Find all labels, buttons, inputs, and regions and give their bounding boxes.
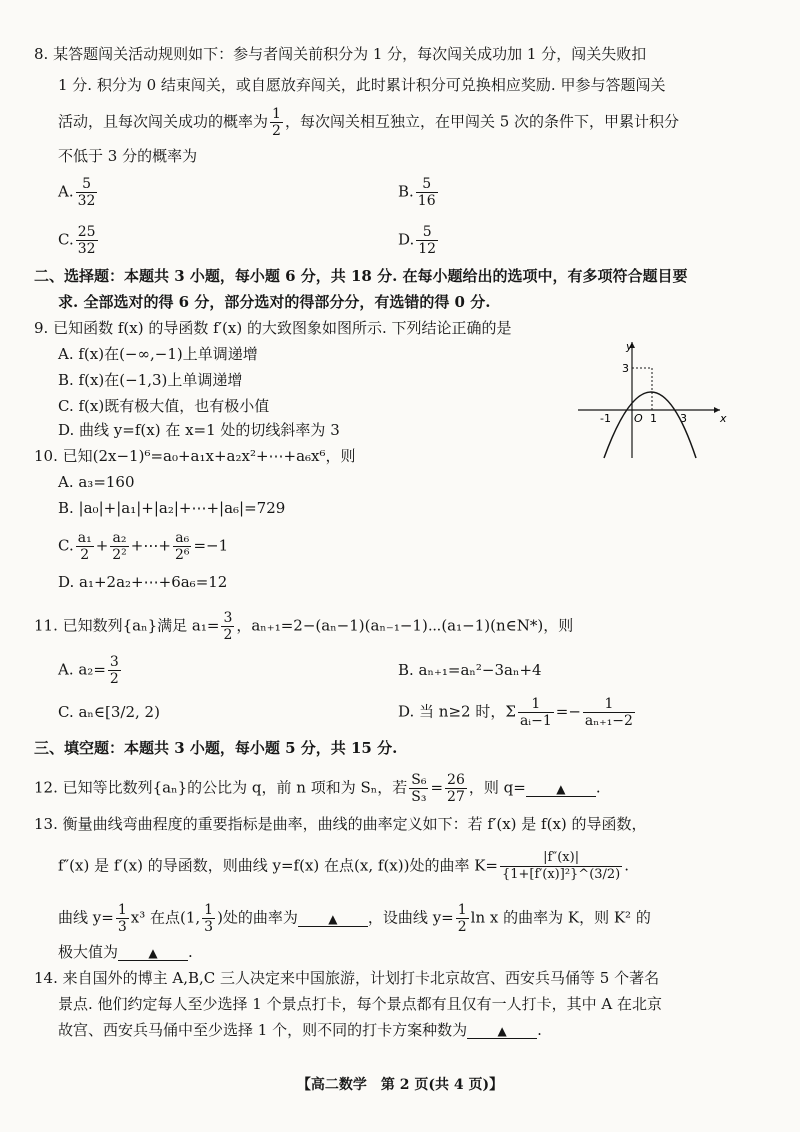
parabola-curve — [604, 392, 696, 458]
prob-fraction: $\frac{1}{2}$ — [272, 106, 281, 139]
q13-curvature-blank[interactable]: ▲ — [298, 912, 368, 927]
section2-heading-cont: 求. 全部选对的得 6 分，部分选对的得部分分，有选错的得 0 分. — [58, 293, 491, 311]
q13-line2: f″(x) 是 f′(x) 的导函数，则曲线 y=f(x) 在点(x, f(x))处的曲率 K= $\frac{|f''(x)|}{\text{\{1+[f′(x)]²\}\textasciicircum{}(3/2)}}$ . — [58, 850, 630, 882]
q9-option-a: A. f(x)在(−∞,−1)上单调递增 — [58, 345, 258, 363]
q14-answer-blank[interactable]: ▲ — [467, 1024, 537, 1039]
q8-line1: 8. 某答题闯关活动规则如下：参与者闯关前积分为 1 分，每次闯关成功加 1 分，闯关失败扣 — [34, 45, 647, 63]
q14-line1: 14. 来自国外的博主 A,B,C 三人决定来中国旅游，计划打卡北京故宫、西安兵马俑等 5 个著名 — [34, 969, 660, 987]
page-footer: 【高二数学 第 2 页(共 4 页)】 — [296, 1077, 504, 1093]
q14-line2: 景点. 他们约定每人至少选择 1 个景点打卡，每个景点都有且仅有一人打卡，其中 A 在北京 — [58, 995, 662, 1013]
q13-line3: 曲线 y= $\frac{1}{3}$ x³ 在点(1, $\frac{1}{3}$ )处的曲率为 ▲ ，设曲线 y= $\frac{1}{2}$ ln x 的曲率为 K，则 K² 的 — [58, 902, 651, 935]
q11-option-d: D. 当 n≥2 时，Σ $\frac{1}{\text{aᵢ−1}}$ =− $\frac{1}{\text{aₙ₊₁−2}}$ — [398, 696, 633, 729]
q11-option-b: B. aₙ₊₁=aₙ²−3aₙ+4 — [398, 661, 542, 679]
q11-option-a: A. a₂= $\frac{3}{2}$ — [58, 654, 119, 687]
q11-stem: 11. 已知数列{aₙ}满足 a₁= $\frac{3}{2}$ ，aₙ₊₁=2−(aₙ−1)(aₙ₋₁−1)⋯(a₁−1)(n∈N*)，则 — [34, 610, 574, 643]
q13-line1: 13. 衡量曲线弯曲程度的重要指标是曲率，曲线的曲率定义如下：若 f′(x) 是 f(x) 的导函数， — [34, 815, 647, 833]
tick-3: 3 — [680, 412, 687, 425]
q9-option-d: D. 曲线 y=f(x) 在 x=1 处的切线斜率为 3 — [58, 421, 340, 439]
tick-neg1: -1 — [600, 412, 611, 425]
q8-option-d: D. $\frac{5}{12}$ — [398, 224, 437, 257]
y-label: y — [626, 340, 633, 353]
q13-line4: 极大值为 ▲ . — [58, 943, 193, 961]
q11-option-c: C. aₙ∈[3/2, 2) — [58, 703, 160, 721]
q10-option-d: D. a₁+2a₂+⋯+6a₆=12 — [58, 573, 228, 591]
q13-max-blank[interactable]: ▲ — [118, 946, 188, 961]
x-label: x — [720, 412, 727, 425]
q9-option-b: B. f(x)在(−1,3)上单调递增 — [58, 371, 243, 389]
section3-heading: 三、填空题：本题共 3 小题，每小题 5 分，共 15 分. — [34, 739, 398, 757]
q12-line: 12. 已知等比数列{aₙ}的公比为 q，前 n 项和为 Sₙ，若 $\frac{\text{S₆}}{\text{S₃}}$ = $\frac{26}{27}$ ，则 q= ▲ . — [34, 772, 601, 805]
q8-line4: 不低于 3 分的概率为 — [58, 147, 198, 165]
q12-answer-blank[interactable]: ▲ — [526, 782, 596, 797]
q8-option-c: C. $\frac{25}{32}$ — [58, 224, 96, 257]
q8-line3: 活动，且每次闯关成功的概率为 $\frac{1}{2}$ ，每次闯关相互独立，在甲闯关 5 次的条件下，甲累计积分 — [58, 106, 680, 139]
q8-option-b: B. $\frac{5}{16}$ — [398, 176, 436, 209]
section2-heading: 二、选择题：本题共 3 小题，每小题 6 分，共 18 分. 在每小题给出的选项中，有多项符合题目要 — [34, 267, 688, 285]
tick-1: 1 — [650, 412, 657, 425]
q14-line3: 故宫、西安兵马俑中至少选择 1 个，则不同的打卡方案种数为 ▲ . — [58, 1021, 542, 1039]
q10-option-b: B. |a₀|+|a₁|+|a₂|+⋯+|a₆|=729 — [58, 499, 286, 517]
q10-stem: 10. 已知(2x−1)⁶=a₀+a₁x+a₂x²+⋯+a₆x⁶，则 — [34, 447, 356, 465]
q9-option-c: C. f(x)既有极大值，也有极小值 — [58, 397, 270, 415]
derivative-graph — [570, 338, 730, 464]
q10-option-c: C. $\frac{\text{a₁}}{2}$ + $\frac{\text{a₂}}{\text{2²}}$ +⋯+ $\frac{\text{a₆}}{\text{2⁶}}$ =−1 — [58, 530, 229, 563]
q8-option-a: A. $\frac{5}{32}$ — [58, 176, 96, 209]
tick-y3: 3 — [622, 362, 629, 375]
origin-label: O — [634, 412, 643, 425]
q8-line2: 1 分. 积分为 0 结束闯关，或自愿放弃闯关，此时累计积分可兑换相应奖励. 甲参与答题闯关 — [58, 76, 666, 94]
q9-stem: 9. 已知函数 f(x) 的导函数 f′(x) 的大致图象如图所示. 下列结论正确的是 — [34, 319, 512, 337]
q10-option-a: A. a₃=160 — [58, 473, 135, 491]
